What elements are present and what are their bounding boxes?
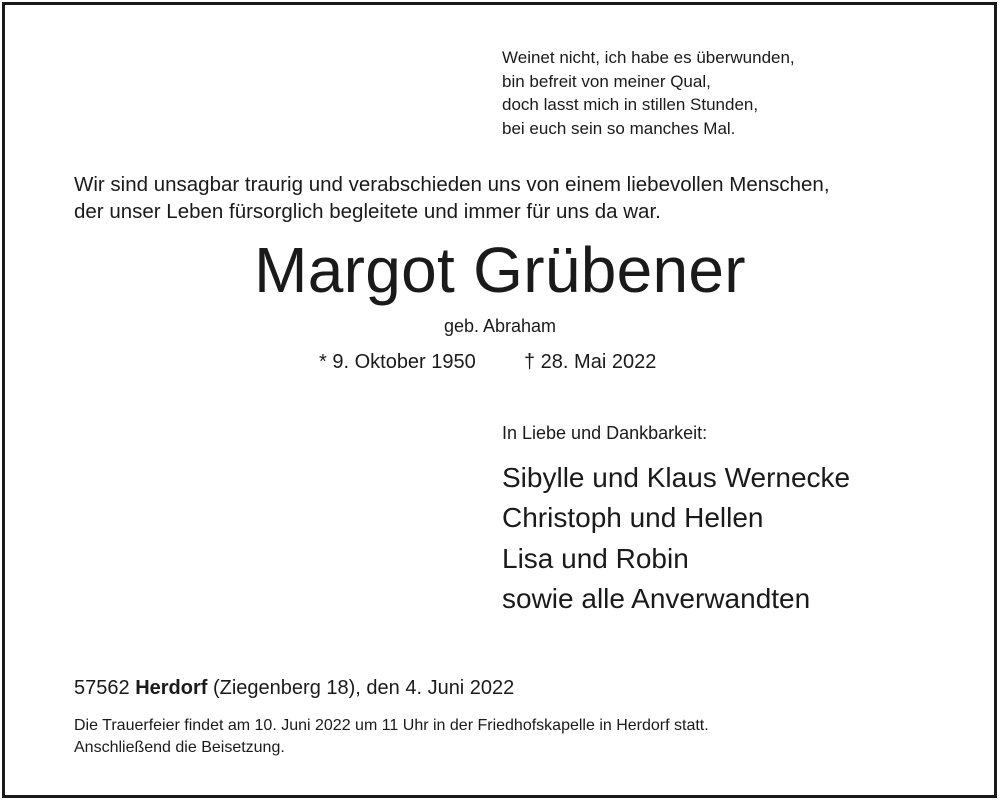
town: Herdorf: [135, 677, 208, 699]
address-date: (Ziegenberg 18), den 4. Juni 2022: [212, 677, 515, 699]
mourner-line: Christoph und Hellen: [502, 502, 764, 534]
birth-date: * 9. Oktober 1950: [319, 351, 476, 373]
postcode: 57562: [74, 677, 130, 699]
intro-line: Wir sind unsagbar traurig und verabschieden uns von einem liebevollen Menschen,: [74, 173, 830, 196]
mourner-line: Lisa und Robin: [502, 542, 689, 574]
death-date: † 28. Mai 2022: [524, 351, 657, 373]
mourners-list: [502, 458, 850, 619]
deceased-name: Margot Grübener: [254, 234, 746, 306]
maiden-name: geb. Abraham: [443, 316, 557, 336]
poem: [502, 46, 795, 141]
funeral-line: Anschließend die Beisetzung.: [74, 739, 285, 756]
place-date-line: [74, 675, 514, 701]
poem-line: Weinet nicht, ich habe es überwunden,: [502, 48, 795, 67]
funeral-notice: [74, 715, 709, 759]
poem-line: bin befreit von meiner Qual,: [502, 71, 711, 91]
poem-line: bei euch sein so manches Mal.: [502, 119, 736, 139]
intro-line: der unser Leben fürsorglich begleitete und immer für uns da war.: [74, 200, 661, 223]
mourner-line: Sibylle und Klaus Wernecke: [502, 462, 851, 493]
intro-text: [74, 171, 830, 225]
poem-line: doch lasst mich in stillen Stunden,: [502, 95, 759, 115]
funeral-line: Die Trauerfeier findet am 10. Juni 2022 um 11 Uhr in der Friedhofskapelle in Herdorf statt.: [74, 717, 709, 734]
mourner-line: sowie alle Anverwandten: [502, 582, 811, 614]
thanks-label: In Liebe und Dankbarkeit:: [502, 423, 708, 443]
